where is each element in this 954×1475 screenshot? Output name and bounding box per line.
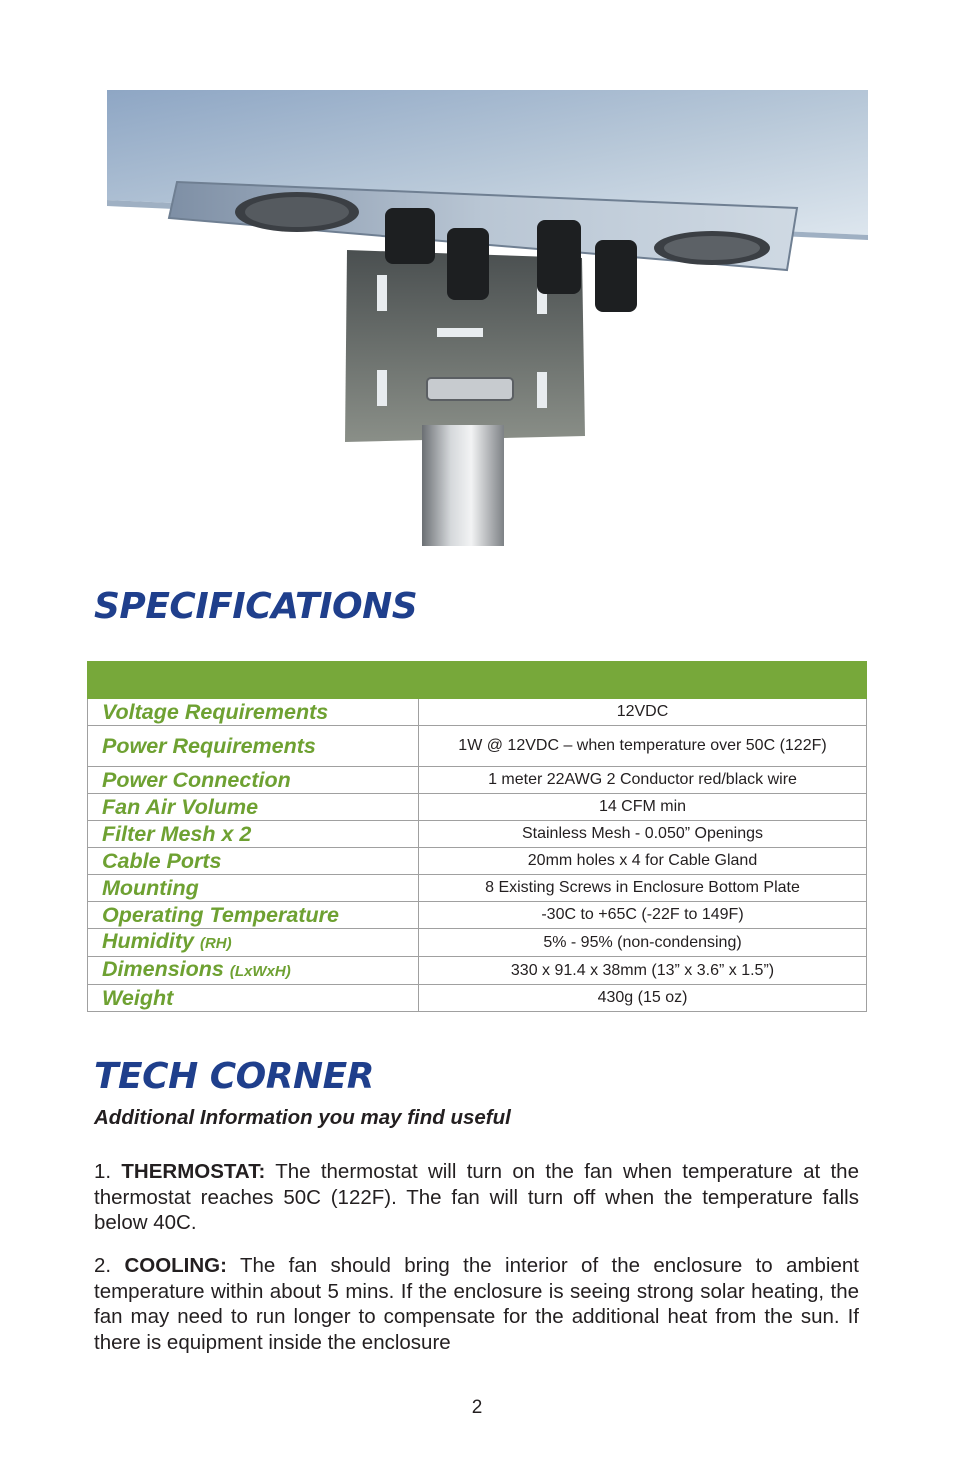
tech-corner-subtitle: Additional Information you may find useful bbox=[94, 1106, 511, 1129]
table-header-cell bbox=[88, 662, 419, 699]
spec-label: Voltage Requirements bbox=[88, 699, 419, 726]
spec-label: Cable Ports bbox=[88, 848, 419, 875]
specifications-table bbox=[87, 661, 867, 1012]
spec-value: -30C to +65C (-22F to 149F) bbox=[419, 902, 867, 929]
table-row bbox=[88, 821, 867, 848]
spec-value: Stainless Mesh - 0.050” Openings bbox=[419, 821, 867, 848]
spec-value: 8 Existing Screws in Enclosure Bottom Plate bbox=[419, 875, 867, 902]
spec-value: 20mm holes x 4 for Cable Gland bbox=[419, 848, 867, 875]
spec-label: Mounting bbox=[88, 875, 419, 902]
table-header-cell bbox=[419, 662, 867, 699]
table-row bbox=[88, 929, 867, 957]
product-photo bbox=[107, 90, 868, 546]
spec-value: 5% - 95% (non-condensing) bbox=[419, 929, 867, 957]
spec-label: Operating Temperature bbox=[88, 902, 419, 929]
table-row bbox=[88, 985, 867, 1012]
spec-label: Dimensions (LxWxH) bbox=[88, 957, 419, 985]
spec-value: 330 x 91.4 x 38mm (13” x 3.6” x 1.5”) bbox=[419, 957, 867, 985]
cooling-paragraph: 2. COOLING: The fan should bring the interior of the enclosure to ambient temperature within about 5 mins. If the enclosure is seeing strong solar heating, the fan may need to run longer to compensate for the additional heat from the sun. If there is equipment inside the enclosure bbox=[94, 1254, 859, 1354]
spec-value: 1W @ 12VDC – when temperature over 50C (122F) bbox=[419, 726, 867, 767]
spec-value: 1 meter 22AWG 2 Conductor red/black wire bbox=[419, 767, 867, 794]
spec-label: Filter Mesh x 2 bbox=[88, 821, 419, 848]
spec-label: Power Requirements bbox=[88, 726, 419, 767]
table-row bbox=[88, 699, 867, 726]
spec-value: 430g (15 oz) bbox=[419, 985, 867, 1012]
spec-label: Power Connection bbox=[88, 767, 419, 794]
table-row bbox=[88, 957, 867, 985]
spec-value: 14 CFM min bbox=[419, 794, 867, 821]
spec-value: 12VDC bbox=[419, 699, 867, 726]
specifications-heading: SPECIFICATIONS bbox=[94, 586, 418, 627]
table-row bbox=[88, 794, 867, 821]
tech-corner-heading: TECH CORNER bbox=[94, 1056, 374, 1097]
page-number: 2 bbox=[471, 1397, 483, 1418]
spec-label: Humidity (RH) bbox=[88, 929, 419, 957]
table-row bbox=[88, 767, 867, 794]
table-row bbox=[88, 875, 867, 902]
table-header-row bbox=[88, 662, 867, 699]
table-row bbox=[88, 902, 867, 929]
thermostat-paragraph: 1. THERMOSTAT: The thermostat will turn on the fan when temperature at the thermostat reaches 50C (122F). The fan will turn off when the temperature falls below 40C. bbox=[94, 1160, 859, 1234]
spec-label: Weight bbox=[88, 985, 419, 1012]
table-row bbox=[88, 726, 867, 767]
spec-label: Fan Air Volume bbox=[88, 794, 419, 821]
table-row bbox=[88, 848, 867, 875]
